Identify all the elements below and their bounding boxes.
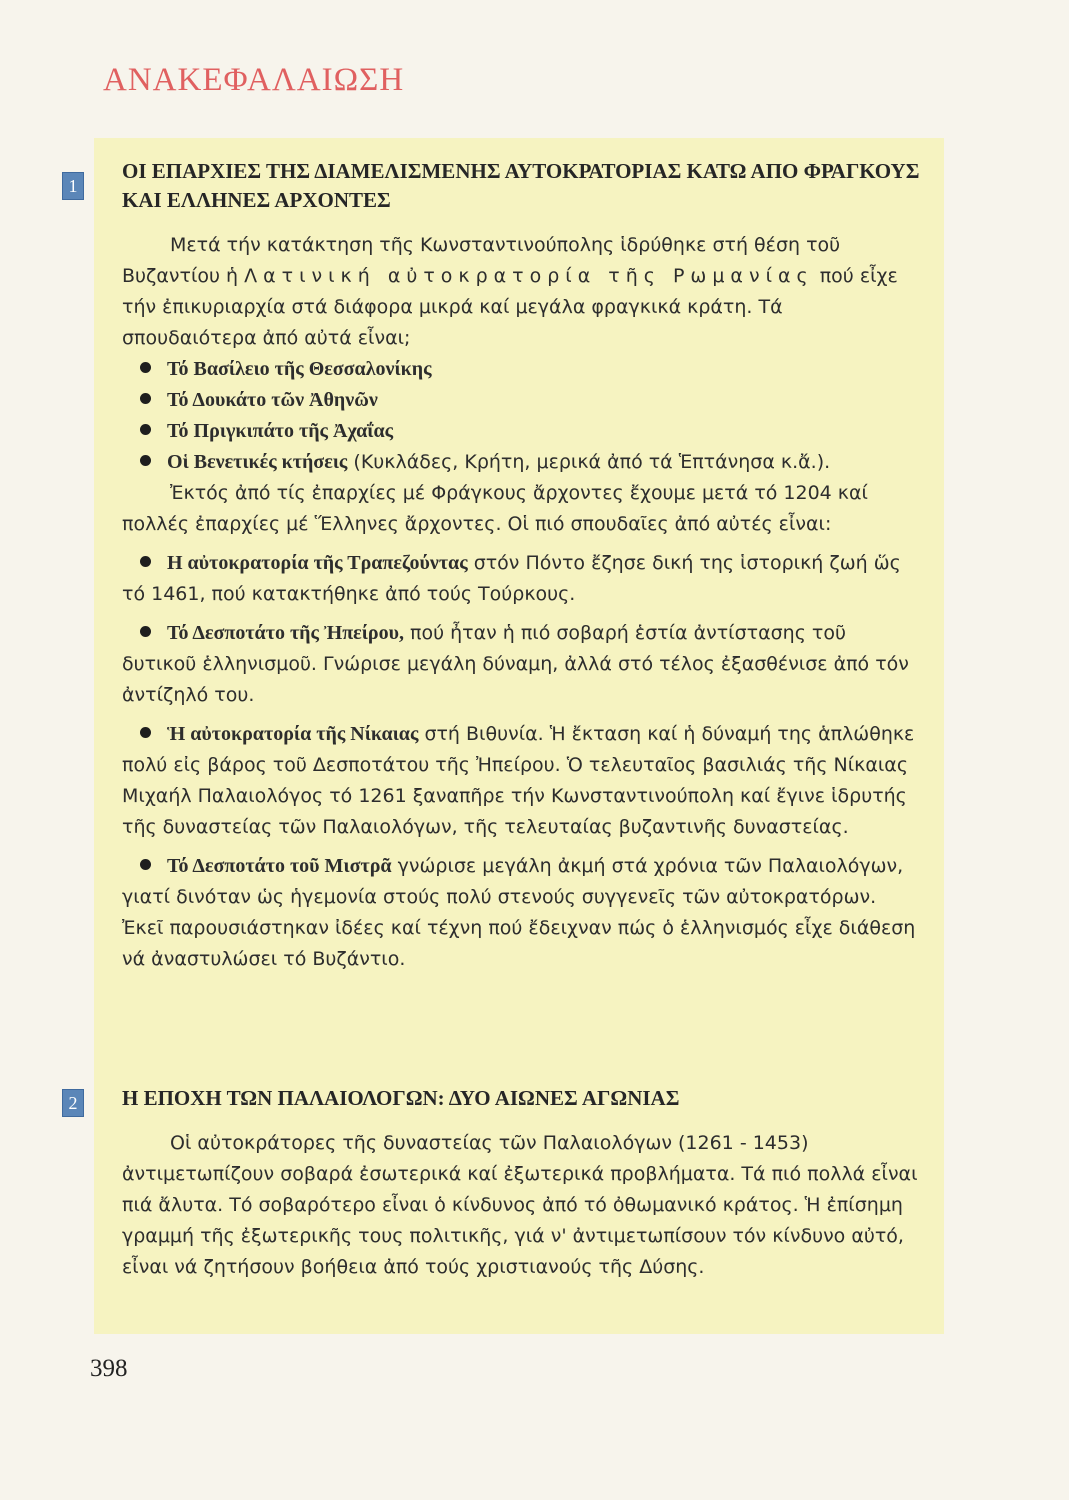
page-number: 398 <box>90 1355 128 1382</box>
section-body <box>122 230 918 975</box>
bullet-icon <box>140 626 151 637</box>
list-item <box>122 385 918 416</box>
list-item-text: στόν Πόντο ἔζησε δική της ἱστορική ζωή ὥς τό 1461, πού κατακτήθηκε ἀπό τούς Τούρκους. <box>122 552 901 605</box>
section-heading: ΟΙ ΕΠΑΡΧΙΕΣ ΤΗΣ ΔΙΑΜΕΛΙΣΜΕΝΗΣ ΑΥΤΟΚΡΑΤΟΡΙΑΣ ΚΑΤΩ ΑΠΟ ΦΡΑΓΚΟΥΣ ΚΑΙ ΕΛΛΗΝΕΣ ΑΡΧΟΝΤΕΣ <box>122 159 920 212</box>
intro-spaced-text: Λατινική αὐτοκρατορία τῆς Ρωμανίας <box>244 265 814 287</box>
list-item-bold: Τό Βασίλειο τῆς Θεσσαλονίκης <box>167 358 432 380</box>
section-number-badge: 1 <box>62 172 84 200</box>
list-item-text: στή Βιθυνία. Ἡ ἔκταση καί ἡ δύναμή της ἁπλώθηκε πολύ εἰς βάρος τοῦ Δεσποτάτου τῆς Ἠπείρου. Ὁ τελευταῖος βασιλιάς τῆς Νίκαιας Μιχαήλ Παλαιολόγος τό 1261 ξαναπῆρε τήν Κωνσταντινούπολη καί ἔγινε ἱδρυτής τῆς δυναστείας τῶν Παλαιολόγων, τῆς τελευταίας βυζαντινῆς δυναστείας. <box>122 723 915 838</box>
intro-text-end: πού εἶχε τήν ἐπικυριαρχία στά διάφορα μικρά καί μεγάλα φραγκικά κράτη. Τά σπουδαιότερα ἀπό αὐτά εἶναι; <box>122 265 898 349</box>
bullet-icon <box>140 393 151 404</box>
intro-paragraph <box>122 230 918 354</box>
list-item <box>122 719 918 843</box>
list-item-bold: Τό Δεσποτάτο τῆς Ἠπείρου, <box>167 622 404 644</box>
list-item <box>122 618 918 711</box>
bullet-icon <box>140 859 151 870</box>
list-item <box>122 354 918 385</box>
list-item-bold: Τό Δουκάτο τῶν Ἀθηνῶν <box>167 389 378 411</box>
paragraph: Ἐκτός ἀπό τίς ἐπαρχίες μέ Φράγκους ἄρχοντες ἔχουμε μετά τό 1204 καί πολλές ἐπαρχίες μέ Ἕλληνες ἄρχοντες. Οἱ πιό σπουδαῖες ἀπό αὐτές εἶναι: <box>122 482 868 535</box>
list-item-text: (Κυκλάδες, Κρήτη, μερικά ἀπό τά Ἑπτάνησα κ.ἄ.). <box>347 451 831 473</box>
section-body <box>122 1128 918 1283</box>
list-item-bold: Ἡ αὐτοκρατορία τῆς Νίκαιας <box>167 723 419 745</box>
list-item <box>122 851 918 975</box>
bullet-icon <box>140 727 151 738</box>
paragraph: Οἱ αὐτοκράτορες τῆς δυναστείας τῶν Παλαιολόγων (1261 - 1453) ἀντιμετωπίζουν σοβαρά ἐσωτερικά καί ἐξωτερικά προβλήματα. Τά πιό πολλά εἶναι πιά ἄλυτα. Τό σοβαρότερο εἶναι ὁ κίνδυνος ἀπό τό ὀθωμανικό κράτος. Ἡ ἐπίσημη γραμμή τῆς ἐξωτερικῆς τους πολιτικῆς, γιά ν' ἀντιμετωπίσουν τόν κίνδυνο αὐτό, εἶναι νά ζητήσουν βοήθεια ἀπό τούς χριστιανούς τῆς Δύσης. <box>122 1132 918 1278</box>
list-item-text: γνώρισε μεγάλη ἀκμή στά χρόνια τῶν Παλαιολόγων, γιατί δινόταν ὡς ἡγεμονία στούς πολύ στενούς συγγενεῖς τῶν αὐτοκρατόρων. Ἐκεῖ παρουσιάστηκαν ἰδέες καί τέχνη πού ἔδειχναν πώς ὁ ἑλληνισμός εἶχε διάθεση νά ἀναστυλώσει τό Βυζάντιο. <box>122 855 916 970</box>
bullet-icon <box>140 556 151 567</box>
list-item-bold: Η αὐτοκρατορία τῆς Τραπεζούντας <box>167 552 468 574</box>
section-heading: Η ΕΠΟΧΗ ΤΩΝ ΠΑΛΑΙΟΛΟΓΩΝ: ΔΥΟ ΑΙΩΝΕΣ ΑΓΩΝΙΑΣ <box>122 1086 680 1110</box>
bullet-icon <box>140 362 151 373</box>
list-item <box>122 447 918 478</box>
list-item-bold: Τό Δεσποτάτο τοῦ Μιστρᾶ <box>167 855 392 877</box>
intro-text: Μετά τήν κατάκτηση τῆς Κωνσταντινούπολης ἱδρύθηκε στή θέση τοῦ Βυζαντίου ἡ <box>122 234 841 287</box>
list-item-bold: Τό Πριγκιπάτο τῆς Ἀχαΐας <box>167 420 394 442</box>
list-item-text: πού ἦταν ἡ πιό σοβαρή ἑστία ἀντίστασης τοῦ δυτικοῦ ἑλληνισμοῦ. Γνώρισε μεγάλη δύναμη, ἀλλά στό τέλος ἐξασθένισε ἀπό τόν ἀντίζηλό του. <box>122 622 909 706</box>
list-item-bold: Οἱ Βενετικές κτήσεις <box>167 451 348 473</box>
bullet-icon <box>140 455 151 466</box>
list-item <box>122 548 918 610</box>
bullet-icon <box>140 424 151 435</box>
page-title: ΑΝΑΚΕΦΑΛΑΙΩΣΗ <box>103 62 405 98</box>
list-item <box>122 416 918 447</box>
section-number-badge: 2 <box>62 1089 84 1117</box>
